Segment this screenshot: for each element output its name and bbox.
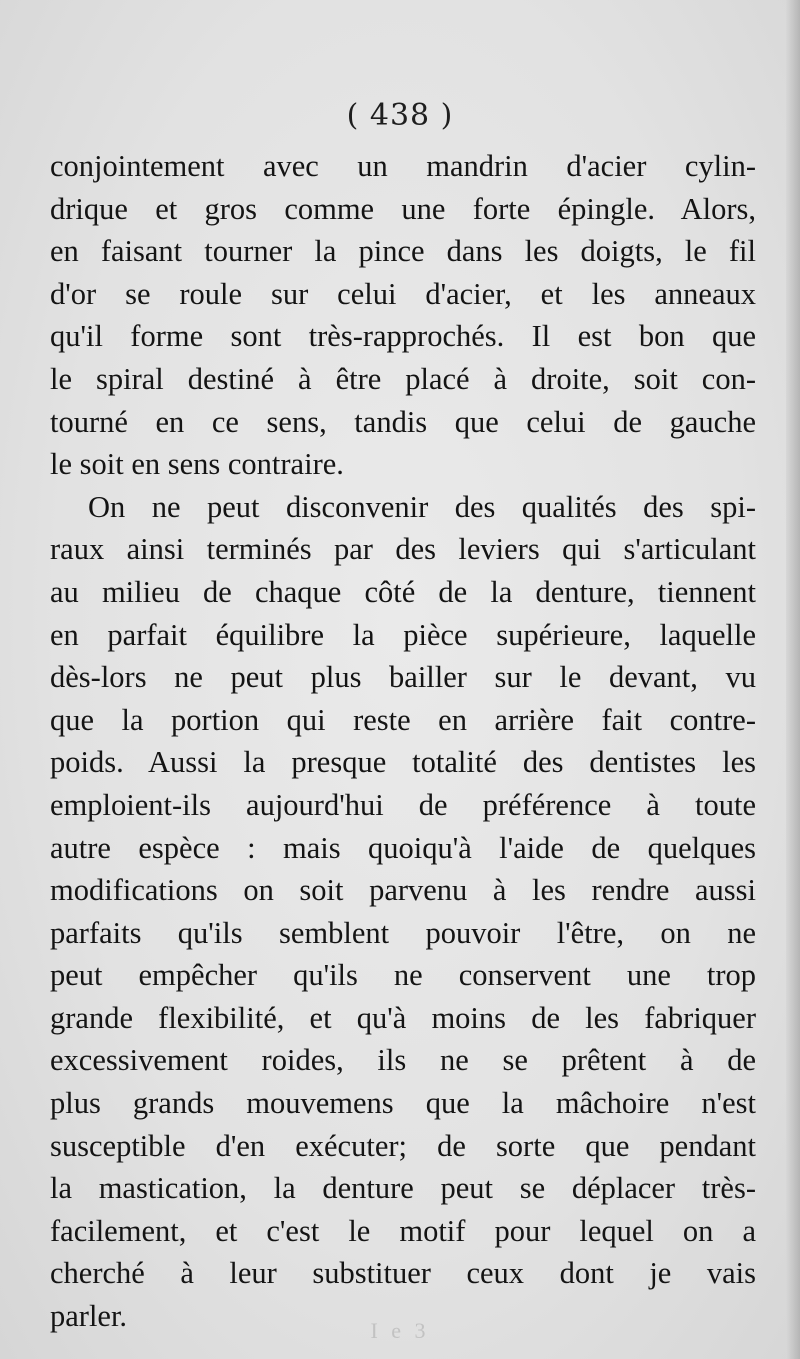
text-line: autre espèce : mais quoiqu'à l'aide de quelques [50, 830, 756, 865]
text-line: facilement, et c'est le motif pour lequel on a [50, 1213, 756, 1248]
text-line: excessivement roides, ils ne se prêtent à de [50, 1043, 756, 1078]
body-text [50, 145, 756, 1338]
text-line: au milieu de chaque côté de la denture, tiennent [50, 574, 756, 609]
text-line: cherché à leur substituer ceux dont je vais [50, 1256, 756, 1291]
text-line-paragraph-end: le soit en sens contraire. [50, 447, 344, 482]
text-line: grande flexibilité, et qu'à moins de les fabriquer [50, 1000, 756, 1035]
text-line: parfaits qu'ils semblent pouvoir l'être, on ne [50, 915, 756, 950]
text-line: conjointement avec un mandrin d'acier cylin- [50, 149, 756, 183]
page-edge-shadow [786, 0, 800, 1359]
text-line: peut empêcher qu'ils ne conservent une trop [50, 958, 756, 993]
text-line: tourné en ce sens, tandis que celui de gauche [50, 404, 756, 439]
text-line: poids. Aussi la presque totalité des dentistes les [50, 745, 756, 780]
text-line: d'or se roule sur celui d'acier, et les anneaux [50, 276, 756, 311]
text-line-paragraph-end: parler. [50, 1299, 128, 1334]
text-line: dès-lors ne peut plus bailler sur le devant, vu [50, 660, 756, 695]
text-line: le spiral destiné à être placé à droite, soit con- [50, 361, 756, 396]
text-line-paragraph-start: On ne peut disconvenir des qualités des spi- [88, 489, 756, 524]
text-line: en faisant tourner la pince dans les doigts, le fil [50, 234, 756, 269]
text-line: la mastication, la denture peut se déplacer très- [50, 1171, 756, 1206]
text-line: que la portion qui reste en arrière fait contre- [50, 702, 756, 737]
text-line: raux ainsi terminés par des leviers qui s'articulant [50, 532, 756, 567]
text-line: susceptible d'en exécuter; de sorte que pendant [50, 1128, 756, 1163]
text-line: plus grands mouvemens que la mâchoire n'est [50, 1086, 756, 1121]
page-number: ( 438 ) [346, 98, 454, 133]
text-line: qu'il forme sont très-rapprochés. Il est bon que [50, 319, 756, 354]
text-line: en parfait équilibre la pièce supérieure, laquelle [50, 617, 756, 652]
text-line: modifications on soit parvenu à les rendre aussi [50, 873, 756, 908]
text-line: drique et gros comme une forte épingle. Alors, [50, 191, 756, 226]
text-line: emploient-ils aujourd'hui de préférence à toute [50, 787, 756, 822]
signature-mark: I e 3 [370, 1318, 430, 1343]
